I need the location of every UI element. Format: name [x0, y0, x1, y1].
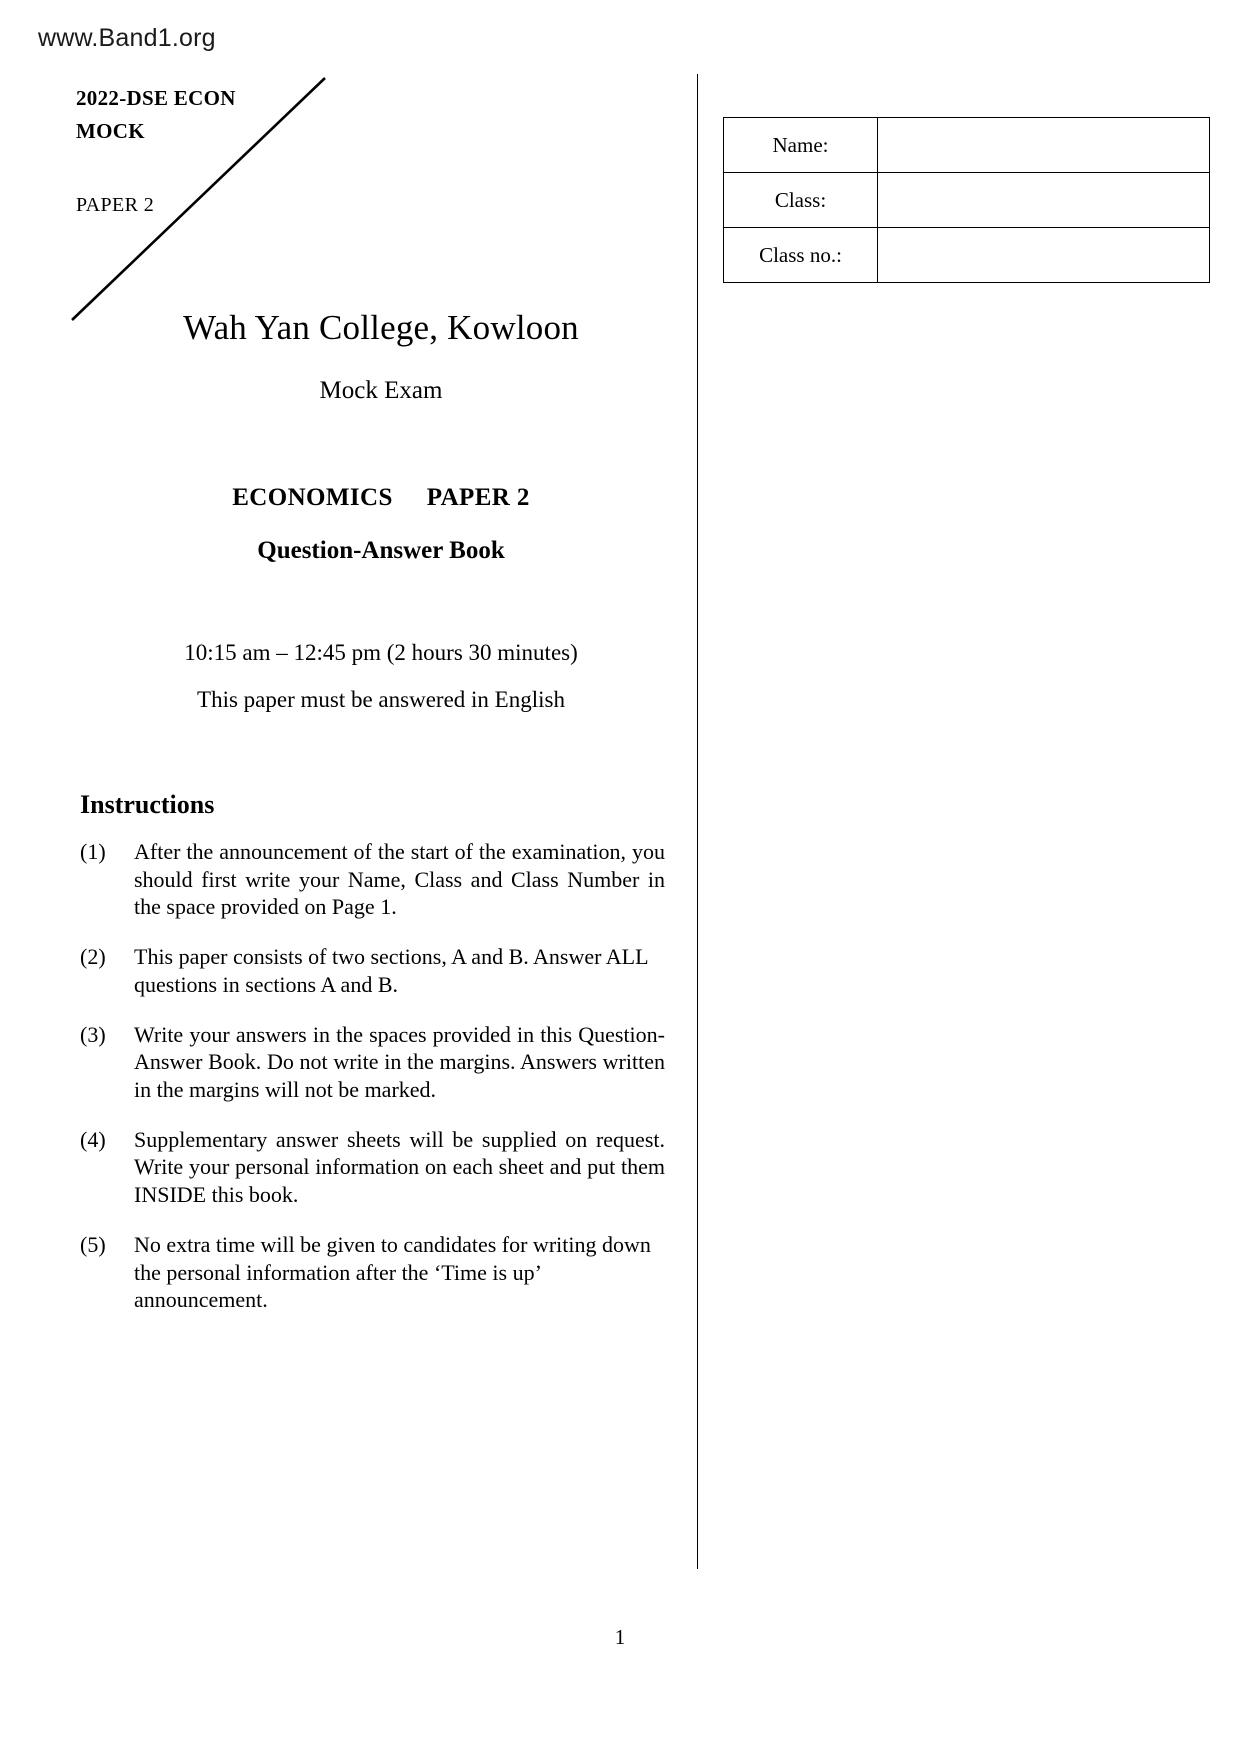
table-row	[724, 173, 1210, 228]
identity-table	[723, 117, 1210, 283]
instruction-number: (1)	[80, 839, 106, 864]
list-item	[80, 1021, 665, 1104]
instruction-text: After the announcement of the start of the examination, you should first write your Name, Class and Class Number in the space provided on Page 1.	[134, 839, 665, 920]
list-item	[80, 943, 665, 998]
instruction-text: No extra time will be given to candidates for writing down the personal information after the ‘Time is up’ announcement.	[134, 1231, 651, 1313]
class-label: Class:	[724, 173, 878, 228]
page-number: 1	[614, 1625, 626, 1649]
instruction-number: (2)	[80, 944, 106, 970]
class-field[interactable]	[878, 173, 1210, 228]
instruction-text: Supplementary answer sheets will be supplied on request. Write your personal information on each sheet and put them INSIDE this book.	[134, 1126, 665, 1208]
school-name: Wah Yan College, Kowloon	[183, 308, 579, 347]
instructions-list	[80, 838, 665, 1336]
instruction-number: (4)	[80, 1126, 106, 1152]
instruction-number: (3)	[80, 1021, 106, 1047]
class-no-label: Class no.:	[724, 228, 878, 283]
instruction-number: (5)	[80, 1231, 106, 1257]
instructions-heading: Instructions	[80, 790, 215, 819]
exam-code-line-1: 2022-DSE ECON	[76, 86, 236, 110]
margin-vertical-rule	[697, 74, 698, 1569]
exam-time: 10:15 am – 12:45 pm (2 hours 30 minutes)	[184, 640, 578, 665]
table-row	[724, 228, 1210, 283]
subject-paper-line	[76, 484, 686, 512]
exam-name: Mock Exam	[319, 377, 443, 404]
list-item	[80, 1231, 665, 1314]
class-no-field[interactable]	[878, 228, 1210, 283]
instruction-text: This paper consists of two sections, A and B. Answer ALL questions in sections A and B.	[134, 944, 648, 997]
subject-title: ECONOMICS	[232, 484, 393, 511]
name-field[interactable]	[878, 118, 1210, 173]
exam-code-line-2: MOCK	[76, 118, 145, 143]
paper-label: PAPER 2	[76, 194, 155, 216]
booklet-type: Question-Answer Book	[257, 537, 505, 564]
list-item	[80, 838, 665, 921]
instruction-text: Write your answers in the spaces provided in this Question-Answer Book. Do not write in the margins. Answers written in the margins will not be marked.	[134, 1021, 665, 1103]
list-item	[80, 1126, 665, 1209]
table-row	[724, 118, 1210, 173]
language-note: This paper must be answered in English	[197, 687, 565, 712]
diagonal-slash-line	[60, 70, 360, 340]
paper-title: PAPER 2	[426, 484, 530, 511]
site-url-watermark: www.Band1.org	[38, 24, 216, 52]
name-label: Name:	[724, 118, 878, 173]
